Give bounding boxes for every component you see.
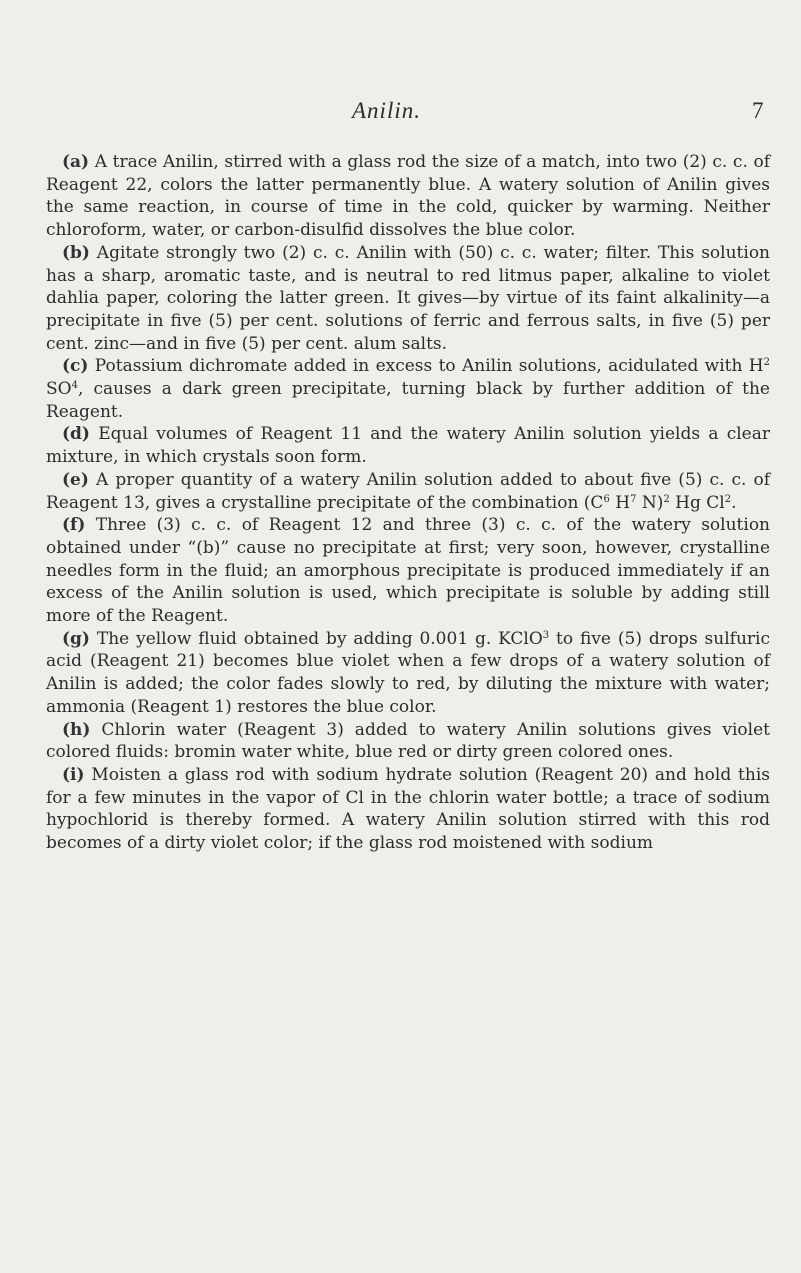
paragraph-text: A proper quantity of a watery Anilin solution added to about five (5) c. c. of Reagent 13, gives a crystalline precipitate of the combination (C [46, 469, 770, 513]
paragraph-c [46, 355, 770, 423]
paragraph-f [46, 514, 770, 628]
paragraph-b [46, 242, 770, 356]
paragraph-g [46, 628, 770, 719]
paragraph-d [46, 423, 770, 468]
superscript: 4 [71, 380, 78, 392]
paragraph-text: Three (3) c. c. of Reagent 12 and three (3) c. c. of the watery solution obtained under “(b)” cause no precipitate at first; very soon, however, crystalline needles form in the fluid; an amorphous precipitate is produced immediately if an excess of the Anilin solution is used, which precipitate is soluble by adding still more of the Reagent. [46, 515, 770, 627]
item-marker: (g) [62, 628, 90, 649]
superscript: 3 [542, 629, 550, 641]
superscript: 7 [630, 493, 637, 505]
body-text [46, 151, 770, 855]
page-header [0, 98, 801, 138]
item-marker: (c) [62, 356, 89, 377]
paragraph-text: Potassium dichromate added in excess to Anilin solutions, acidulated with H [88, 356, 764, 377]
superscript: 2 [663, 493, 670, 505]
superscript: 2 [724, 493, 732, 505]
paragraph-text: , causes a dark green precipitate, turning black by further addition of the Reagent. [46, 379, 770, 422]
paragraph-text: Agitate strongly two (2) c. c. Anilin with (50) c. c. water; filter. This solution has a sharp, aromatic taste, and is neutral to red litmus paper, alkaline to violet dahlia paper, coloring the latter green. It gives—by virtue of its faint alkalinity—a precipitate in five (5) per cent. solutions of ferric and ferrous salts, in five (5) per cent. zinc—and in five (5) per cent. alum salts. [46, 242, 770, 354]
item-marker: (h) [62, 719, 91, 740]
superscript: 6 [603, 493, 610, 505]
paragraph-text: Hg Cl [669, 492, 725, 513]
paragraph-text: . [731, 492, 737, 513]
paragraph-a [46, 151, 770, 242]
paragraph-text: Chlorin water (Reagent 3) added to watery Anilin solutions gives violet colored fluids: bromin water white, blue red or dirty green colored ones. [46, 719, 770, 763]
item-marker: (a) [62, 152, 90, 172]
paragraph-i [46, 764, 770, 855]
paragraph-text: to five (5) drops sulfuric acid (Reagent 21) becomes blue violet when a few drops of a watery solution of Anilin is added; the color fades slowly to red, by diluting the mixture with water; ammonia (Reagent 1) restores the blue color. [46, 628, 770, 717]
item-marker: (e) [62, 469, 89, 490]
paragraph-text: N) [636, 492, 664, 513]
paragraph-text: SO [46, 379, 72, 400]
item-marker: (d) [62, 424, 90, 445]
page-number: 7 [752, 98, 764, 123]
paragraph-text: Moisten a glass rod with sodium hydrate solution (Reagent 20) and hold this for a few minutes in the vapor of Cl in the chlorin water bottle; a trace of sodium hypochlorid is thereby formed. A watery Anilin solution stirred with this rod becomes of a dirty violet color; if the glass rod moistened with sodium [46, 764, 770, 854]
paragraph-h [46, 719, 770, 764]
paragraph-e [46, 469, 770, 514]
paragraph-text: The yellow fluid obtained by adding 0.001 g. KClO [89, 628, 543, 649]
running-title: Anilin. [352, 98, 421, 123]
paragraph-text: A trace Anilin, stirred with a glass rod the size of a match, into two (2) c. c. of Reagent 22, colors the latter permanently blue. A watery solution of Anilin gives the same reaction, in course of time in the cold, quicker by warming. Neither chloroform, water, or carbon-disulfid dissolves the blue color. [46, 152, 770, 241]
item-marker: (f) [62, 515, 86, 536]
superscript: 2 [763, 357, 770, 369]
paragraph-text: H [609, 492, 631, 513]
item-marker: (b) [62, 242, 90, 263]
item-marker: (i) [62, 764, 85, 785]
paragraph-text: Equal volumes of Reagent 11 and the watery Anilin solution yields a clear mixture, in which crystals soon form. [46, 424, 770, 468]
